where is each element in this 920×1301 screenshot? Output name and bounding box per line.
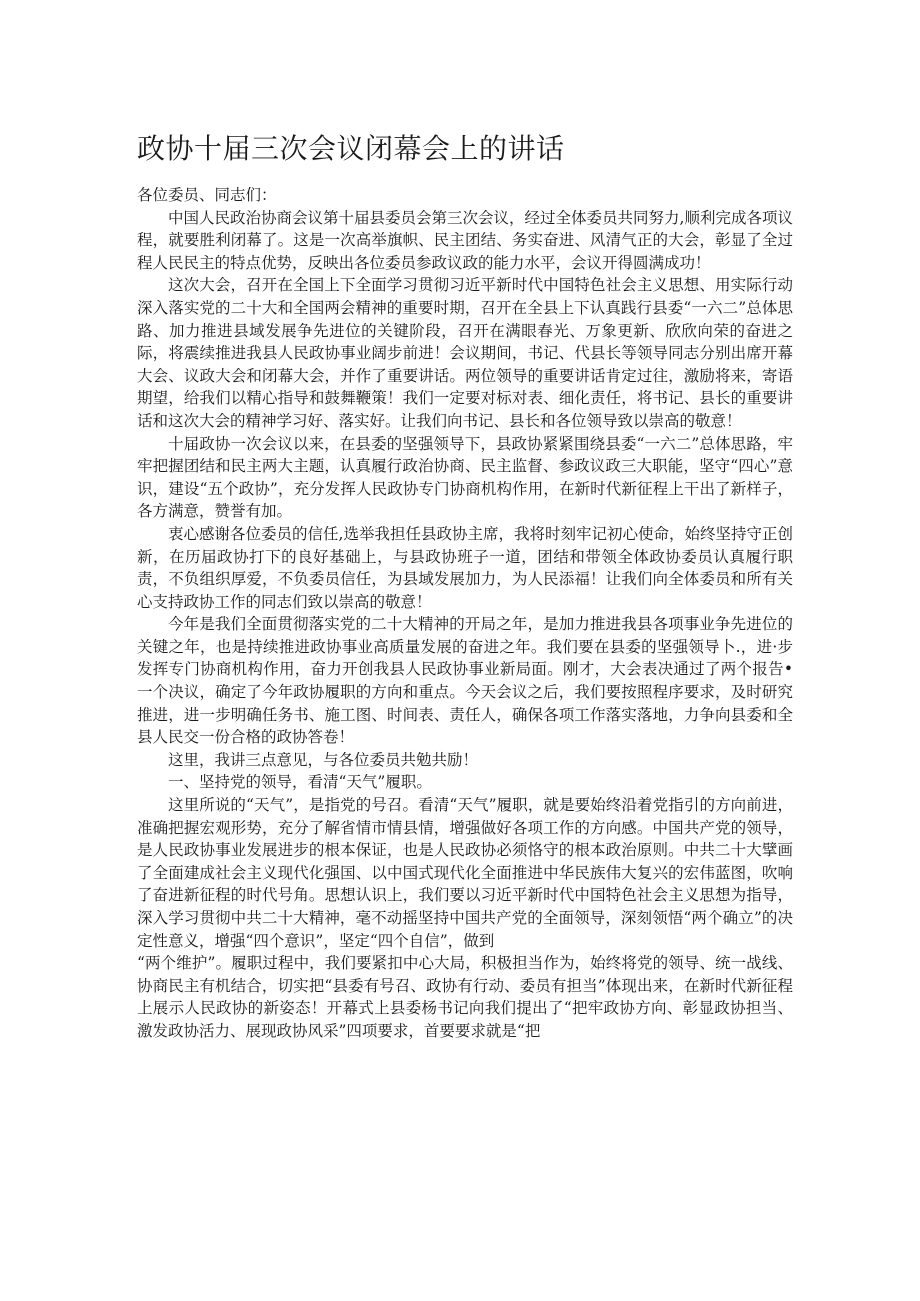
document-body bbox=[137, 184, 793, 1043]
paragraph-this-year: 今年是我们全面贯彻落实党的二十大精神的开局之年，是加力推进我县各项事业争先进位的关键之年，也是持续推进政协事业高质量发展的奋进之年。我们要在县委的坚强领导卜.，进·步发挥专门协商机构作用，奋力开创我县人民政协事业新局面。刚才，大会表决通过了两个报告•一个决议，确定了今年政协履职的方向和重点。今天会议之后，我们要按照程序要求，及时研究推进，进一步明确任务书、施工图、时间表、责任人，确保各项工作落实落地，力争向县委和全县人民交一份合格的政协答卷！ bbox=[137, 615, 793, 747]
paragraph-thanks: 衷心感谢各位委员的信任,选举我担任县政协主席，我将时刻牢记初心使命，始终坚持守正创新，在历届政协打下的良好基础上，与县政协班子一道，团结和带领全体政协委员认真履行职责，不负组织厚爱，不负委员信任，为县域发展加力，为人民添福！让我们向全体委员和所有关心支持政协工作的同志们致以崇高的敬意！ bbox=[137, 524, 793, 611]
paragraph-three-points: 这里，我讲三点意见，与各位委员共勉共励！ bbox=[168, 750, 479, 769]
paragraph-achievements: 十届政协一次会议以来，在县委的坚强领导下，县政协紧紧围绕县委“一六二”总体思路，牢牢把握团结和民主两大主题，认真履行政治协商、民主监督、参政议政三大职能，坚守“四心”意识，建设“五个政协”，充分发挥人民政协专门协商机构作用，在新时代新征程上干出了新样子，各方满意，赞誉有加。 bbox=[137, 434, 793, 521]
paragraph-continuation: “两个维护”。履职过程中，我们要紧扣中心大局，积极担当作为，始终将党的领导、统一战线、协商民主有机结合，切实把“县委有号召、政协有行动、委员有担当”体现出来，在新时代新征程上展示人民政协的新姿态！开幕式上县委杨书记向我们提出了“把牢政协方向、彰显政协担当、激发政协活力、展现政协风采”四项要求，首要要求就是“把 bbox=[137, 954, 793, 1040]
paragraph-weather: 这里所说的“天气”，是指党的号召。看清“天气”履职，就是要始终沿着党指引的方向前进，准确把握宏观形势，充分了解省情市情县情，增强做好各项工作的方向感。中国共产党的领导，是人民政协事业发展进步的根本保证，也是人民政协必须恪守的根本政治原则。中共二十大擘画了全面建成社会主义现代化强国、以中国式现代化全面推进中华民族伟大复兴的宏伟蓝图，吹响了奋进新征程的时代号角。思想认识上，我们要以习近平新时代中国特色社会主义思想为指导，深入学习贯彻中共二十大精神，毫不动摇坚持中国共产党的全面领导，深刻领悟“两个确立”的决定性意义，增强“四个意识”，坚定“四个自信”，做到 bbox=[137, 796, 793, 950]
salutation: 各位委员、同志们： bbox=[137, 186, 277, 204]
document-title: 政协十届三次会议闭幕会上的讲话 bbox=[137, 132, 565, 165]
section-heading-one: 一、坚持党的领导，看清“天气”履职。 bbox=[168, 773, 432, 792]
paragraph-meeting-context: 这次大会，召开在全国上下全面学习贯彻习近平新时代中国特色社会主义思想、用实际行动深入落实党的二十大和全国两会精神的重要时期，召开在全县上下认真践行县委“一六二”总体思路、加力推进县域发展争先进位的关键阶段，召开在满眼春光、万象更新、欣欣向荣的奋进之际，将震续推进我县人民政协事业阔步前进！会议期间，书记、代县长等领导同志分别出席开幕大会、议政大会和闭幕大会，并作了重要讲话。两位领导的重要讲话肯定过往，激励将来，寄语期望，给我们以精心指导和鼓舞鞭策！我们一定要对标对表、细化责任，将书记、县长的重要讲话和这次大会的精神学习好、落实好。让我们向书记、县长和各位领导致以崇高的敬意！ bbox=[137, 276, 793, 430]
paragraph-opening: 中国人民政治协商会议第十届县委员会第三次会议，经过全体委员共同努力,顺利完成各项议程，就要胜利闭幕了。这是一次高举旗帜、民主团结、务实奋进、风清气正的大会，彰显了全过程人民民主的特点优势，反映出各位委员参政议政的能力水平，会议开得圆满成功！ bbox=[137, 208, 793, 272]
